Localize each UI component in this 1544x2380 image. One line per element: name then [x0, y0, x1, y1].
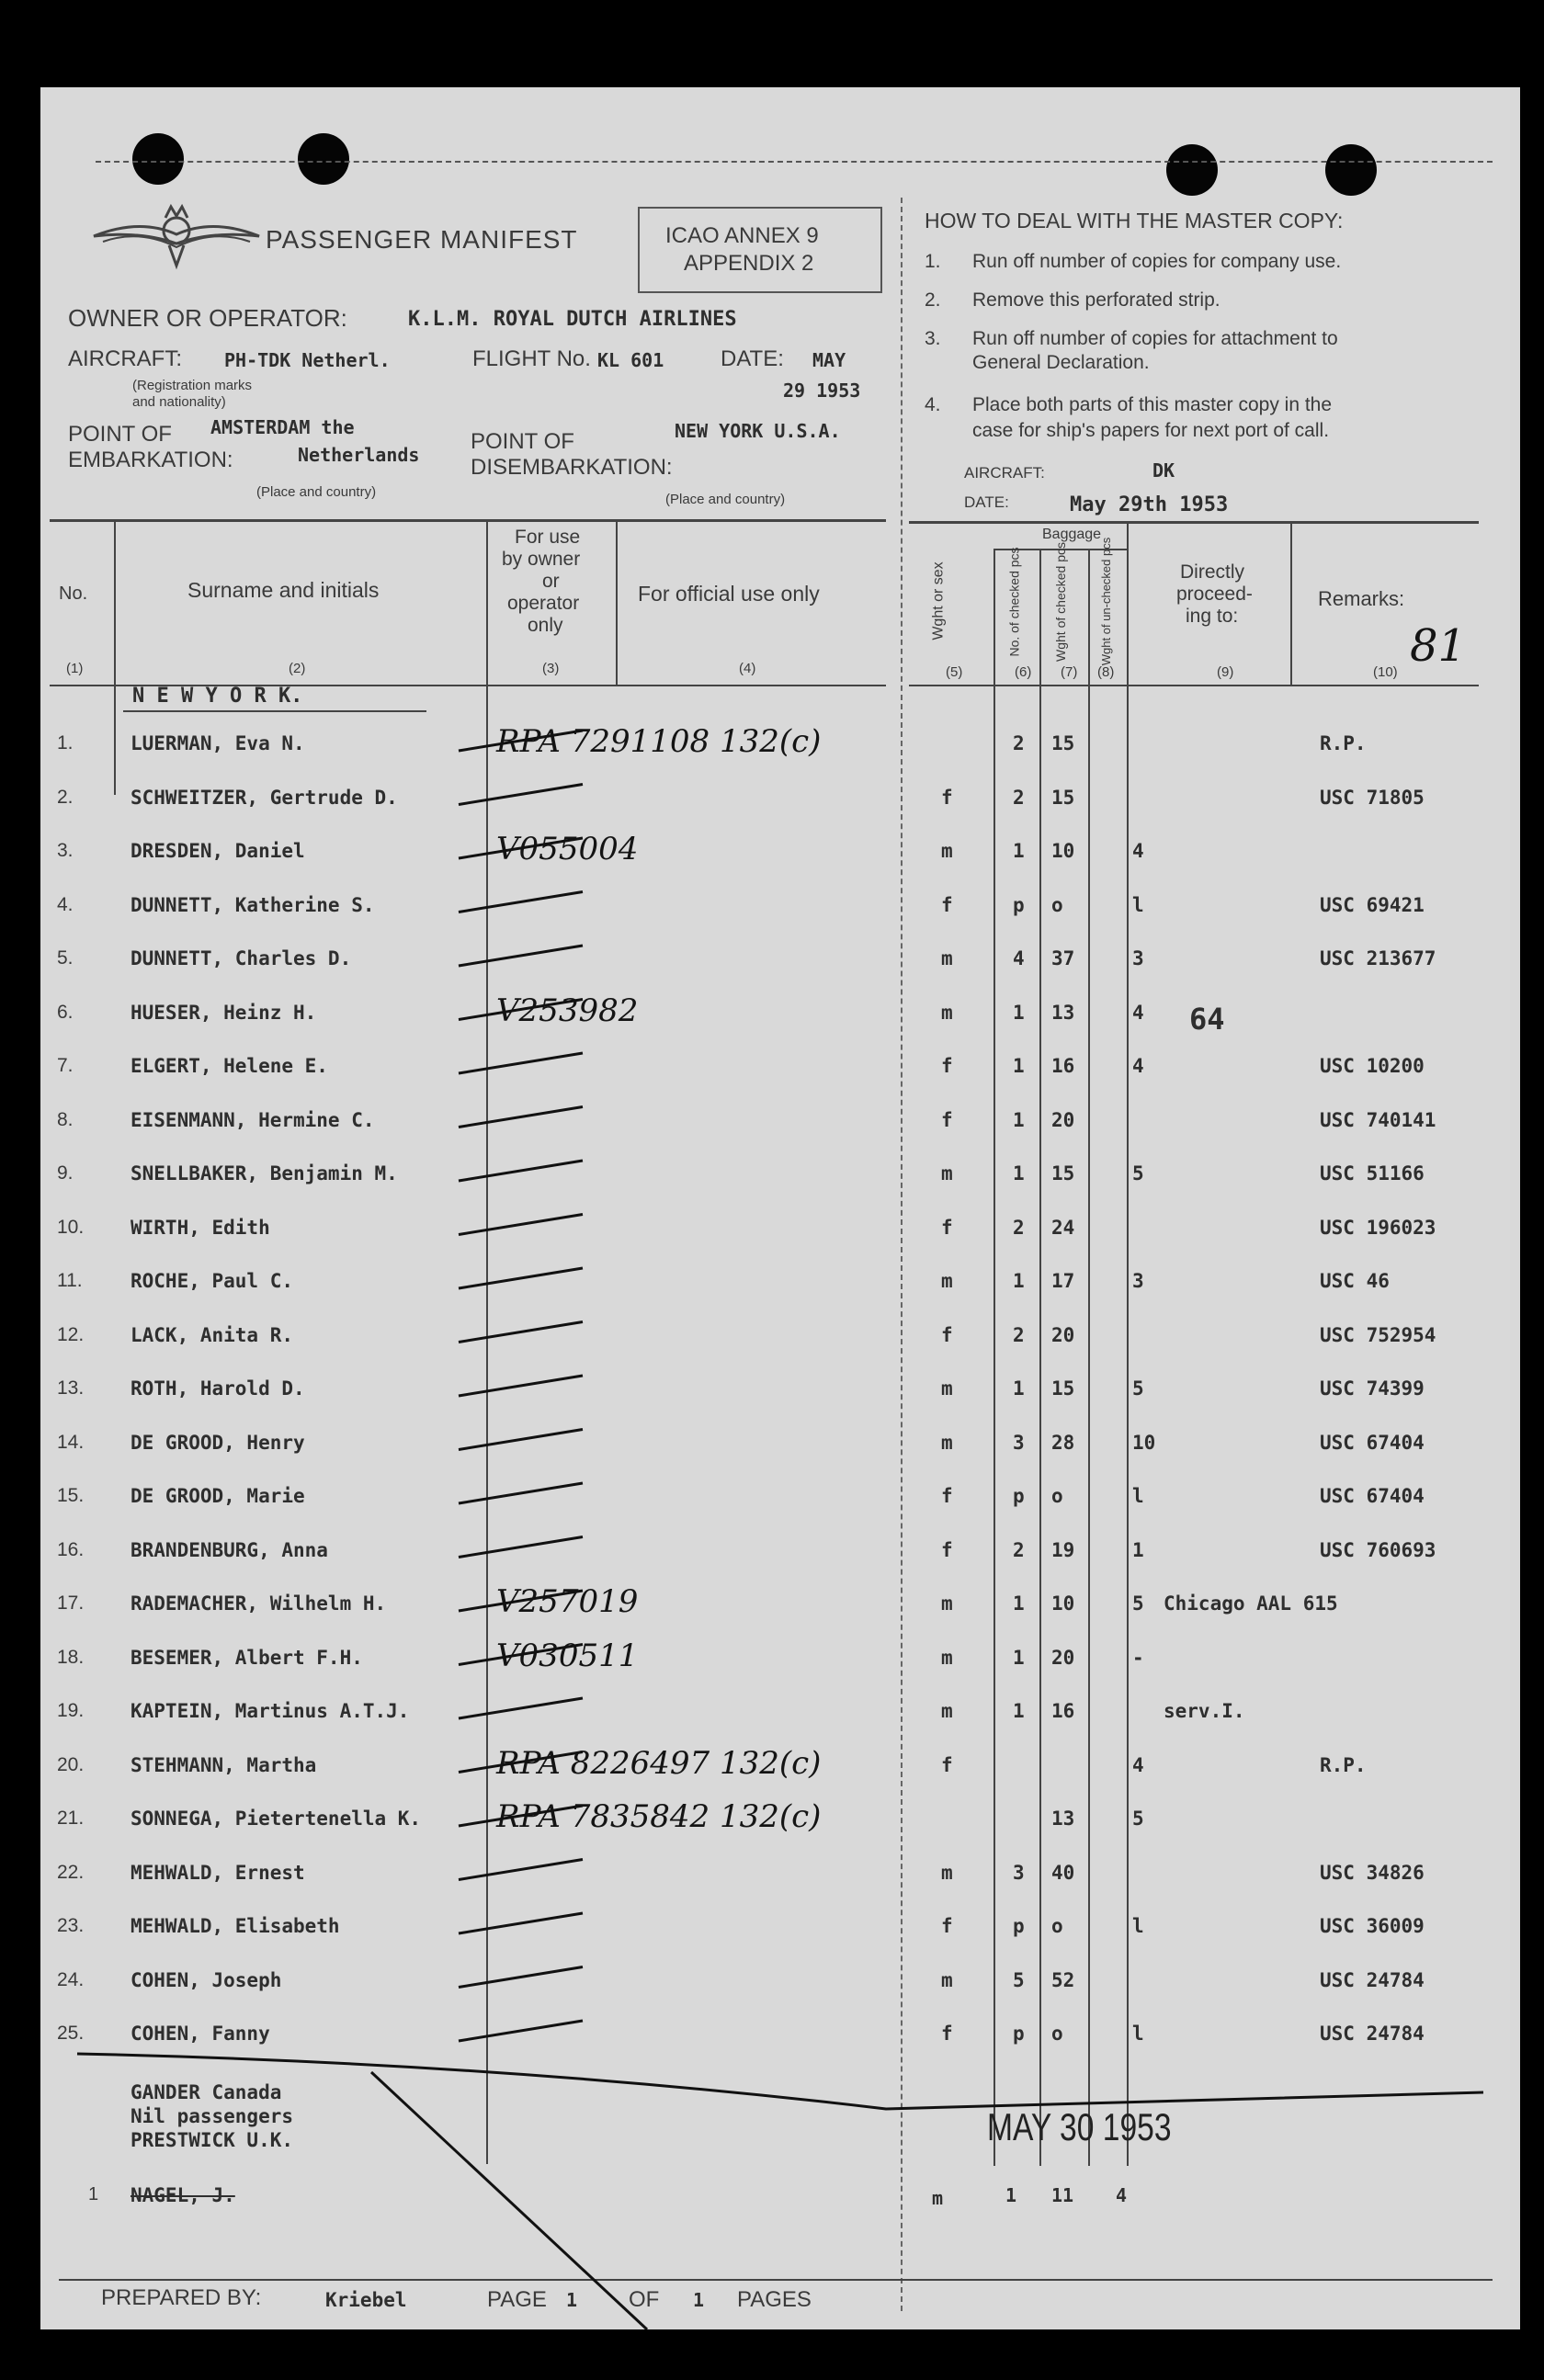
col-header-baggage: Baggage — [1042, 527, 1102, 542]
row-unchecked: 5 — [1132, 1808, 1144, 1830]
col-num-10: (10) — [1373, 664, 1398, 680]
embark-value-1: AMSTERDAM the — [210, 416, 355, 438]
row-name: BESEMER, Albert F.H. — [131, 1646, 363, 1669]
col-header-surname: Surname and initials — [187, 578, 380, 602]
row-remarks: USC 67404 — [1320, 1485, 1425, 1507]
remarks-handwritten-number: 81 — [1410, 620, 1467, 672]
instr-3-num: 3. — [925, 328, 941, 349]
row-sex: f — [941, 1055, 953, 1077]
row-sex: m — [941, 1861, 953, 1884]
row-pieces: p — [1013, 893, 1025, 916]
row-unchecked: 4 — [1132, 1753, 1144, 1776]
col-header-directly-3: ing to: — [1186, 606, 1239, 627]
pages-label: PAGES — [737, 2287, 812, 2312]
row-number: 8. — [57, 1108, 74, 1130]
row-remarks: R.P. — [1320, 1753, 1367, 1776]
row-official-use: RPA 7835842 132(c) — [496, 1798, 822, 1835]
instr-date-value: May 29th 1953 — [1070, 493, 1229, 516]
embark-label-1: POINT OF — [68, 422, 172, 447]
of-value: 1 — [693, 2289, 705, 2311]
row-name: EISENMANN, Hermine C. — [131, 1108, 375, 1131]
instr-4-text-1: Place both parts of this master copy in the — [972, 394, 1333, 415]
row-unchecked: 5 — [1132, 1162, 1144, 1184]
row-number: 12. — [57, 1323, 85, 1345]
row-number: 25. — [57, 2023, 85, 2044]
icao-line-1: ICAO ANNEX 9 — [665, 223, 819, 248]
instr-4-text-2: case for ship's papers for next port of call. — [972, 420, 1330, 441]
row-pieces: 4 — [1013, 947, 1025, 969]
row-pieces: 2 — [1013, 732, 1025, 754]
col-header-weight-checked: Wght of checked pcs — [1052, 542, 1068, 662]
row-pieces: 1 — [1013, 1377, 1025, 1400]
disembark-label-1: POINT OF — [471, 429, 574, 454]
col-num-9: (9) — [1217, 664, 1234, 680]
row-pieces: 1 — [1013, 1001, 1025, 1024]
disembark-value: NEW YORK U.S.A. — [675, 420, 841, 442]
flight-value: KL 601 — [597, 349, 664, 371]
row-weight: 24 — [1051, 1216, 1075, 1239]
row-sex: m — [941, 1001, 953, 1024]
row-name: DUNNETT, Katherine S. — [131, 893, 375, 916]
row-official-use: V257019 — [496, 1583, 639, 1620]
manifest-sheet — [40, 87, 1520, 2329]
row-name: ROCHE, Paul C. — [131, 1270, 294, 1292]
instr-date-label: DATE: — [964, 493, 1009, 511]
col-header-weight-sex: Wght or sex — [930, 561, 947, 640]
row-weight: 10 — [1051, 840, 1075, 862]
extra-row-name: NAGEL, J. — [131, 2184, 235, 2206]
row-weight: 13 — [1051, 1808, 1075, 1830]
col-num-5: (5) — [946, 664, 963, 680]
row-remarks: USC 760693 — [1320, 1538, 1436, 1561]
row-weight: 13 — [1051, 1001, 1075, 1024]
instr-1-num: 1. — [925, 251, 941, 272]
row-unchecked: l — [1132, 1485, 1144, 1507]
row-remarks: R.P. — [1320, 732, 1367, 754]
row-sex: m — [941, 1592, 953, 1615]
row-weight: 37 — [1051, 947, 1075, 969]
row-pieces: p — [1013, 2023, 1025, 2045]
nil-passengers-line: Nil passengers — [131, 2105, 294, 2127]
row-number: 7. — [57, 1055, 74, 1076]
row-unchecked: 10 — [1132, 1431, 1156, 1454]
row-sex: f — [941, 893, 953, 916]
row-pieces: 2 — [1013, 1323, 1025, 1346]
row-name: COHEN, Joseph — [131, 1968, 282, 1991]
disembark-sub: (Place and country) — [665, 492, 786, 507]
instr-aircraft-label: AIRCRAFT: — [964, 464, 1045, 482]
col-header-weight-unchecked: Wght of un-checked pcs — [1099, 537, 1114, 666]
of-label: OF — [629, 2287, 660, 2312]
row-official-use: RPA 8226497 132(c) — [496, 1744, 822, 1782]
row-pieces: p — [1013, 1485, 1025, 1507]
icao-line-2: APPENDIX 2 — [684, 251, 814, 276]
aircraft-sub-2: and nationality) — [132, 394, 226, 410]
row-remarks: USC 10200 — [1320, 1055, 1425, 1077]
row-weight: 16 — [1051, 1700, 1075, 1722]
row-weight: 19 — [1051, 1538, 1075, 1561]
instr-3-text-2: General Declaration. — [972, 352, 1150, 373]
row-name: MEHWALD, Ernest — [131, 1861, 305, 1884]
row-pieces: p — [1013, 1915, 1025, 1937]
manifest-title: PASSENGER MANIFEST — [266, 225, 578, 254]
row-number: 6. — [57, 1001, 74, 1023]
row-pieces: 2 — [1013, 1538, 1025, 1561]
row-number: 19. — [57, 1700, 85, 1721]
row-unchecked: 1 — [1132, 1538, 1144, 1561]
row-number: 3. — [57, 840, 74, 861]
row-number: 17. — [57, 1592, 85, 1614]
row-name: BRANDENBURG, Anna — [131, 1538, 328, 1561]
row-official-use: RPA 7291108 132(c) — [496, 723, 822, 760]
row-name: ROTH, Harold D. — [131, 1377, 305, 1400]
col-header-owner-5: only — [528, 615, 563, 636]
row-number: 21. — [57, 1808, 85, 1829]
extra-row-unch: 4 — [1116, 2184, 1128, 2206]
embark-value-2: Netherlands — [298, 444, 420, 466]
section-heading: N E W Y O R K. — [132, 685, 303, 708]
col-header-owner-4: operator — [507, 593, 580, 614]
row-weight: 20 — [1051, 1323, 1075, 1346]
row-directly: serv.I. — [1164, 1700, 1245, 1722]
extra-row-no: 1 — [88, 2184, 99, 2204]
row-name: DRESDEN, Daniel — [131, 840, 305, 862]
page-label: PAGE — [487, 2287, 547, 2312]
row-unchecked: 5 — [1132, 1592, 1144, 1615]
row-number: 9. — [57, 1162, 74, 1184]
row-number: 23. — [57, 1915, 85, 1936]
row-unchecked: l — [1132, 1915, 1144, 1937]
row-name: SCHWEITZER, Gertrude D. — [131, 786, 398, 809]
row-remarks: USC 46 — [1320, 1270, 1390, 1292]
row-pieces: 2 — [1013, 786, 1025, 809]
col-num-2: (2) — [289, 661, 306, 676]
received-date-stamp: MAY 30 1953 — [987, 2105, 1172, 2148]
col-num-1: (1) — [66, 661, 84, 676]
row-name: STEHMANN, Martha — [131, 1753, 317, 1776]
row-name: HUESER, Heinz H. — [131, 1001, 317, 1024]
row-weight: o — [1051, 1485, 1063, 1507]
col-header-remarks: Remarks: — [1318, 587, 1405, 610]
cancel-lines — [40, 87, 1520, 2329]
row-directly: 64 — [1189, 1001, 1225, 1037]
row-sex: f — [941, 786, 953, 809]
extra-row-pcs: 1 — [1005, 2184, 1017, 2206]
row-remarks: USC 74399 — [1320, 1377, 1425, 1400]
row-name: KAPTEIN, Martinus A.T.J. — [131, 1700, 410, 1722]
row-unchecked: 3 — [1132, 1270, 1144, 1292]
col-num-7: (7) — [1061, 664, 1078, 680]
date-label: DATE: — [721, 346, 784, 371]
row-name: SNELLBAKER, Benjamin M. — [131, 1162, 398, 1184]
row-sex: f — [941, 1485, 953, 1507]
row-sex: m — [941, 1968, 953, 1991]
row-weight: o — [1051, 893, 1063, 916]
row-pieces: 1 — [1013, 1592, 1025, 1615]
aircraft-label: AIRCRAFT: — [68, 346, 183, 371]
row-remarks: USC 69421 — [1320, 893, 1425, 916]
row-remarks: USC 196023 — [1320, 1216, 1436, 1239]
instr-2-num: 2. — [925, 289, 941, 311]
row-name: MEHWALD, Elisabeth — [131, 1915, 340, 1937]
row-name: SONNEGA, Pietertenella K. — [131, 1808, 422, 1830]
row-pieces: 1 — [1013, 1055, 1025, 1077]
row-remarks: USC 71805 — [1320, 786, 1425, 809]
row-name: RADEMACHER, Wilhelm H. — [131, 1592, 387, 1615]
row-number: 16. — [57, 1538, 85, 1560]
row-sex: f — [941, 1216, 953, 1239]
row-pieces: 1 — [1013, 1270, 1025, 1292]
flight-label: FLIGHT No. — [472, 346, 591, 371]
row-weight: 15 — [1051, 1377, 1075, 1400]
row-weight: o — [1051, 1915, 1063, 1937]
row-remarks: USC 24784 — [1320, 1968, 1425, 1991]
row-name: ELGERT, Helene E. — [131, 1055, 328, 1077]
row-weight: o — [1051, 2023, 1063, 2045]
col-header-official: For official use only — [638, 582, 820, 606]
disembark-label-2: DISEMBARKATION: — [471, 455, 673, 480]
row-number: 5. — [57, 947, 74, 969]
row-official-use: V030511 — [496, 1637, 639, 1674]
owner-value: K.L.M. ROYAL DUTCH AIRLINES — [408, 308, 737, 331]
row-pieces: 1 — [1013, 1162, 1025, 1184]
row-unchecked: 5 — [1132, 1377, 1144, 1400]
row-sex: f — [941, 1538, 953, 1561]
row-sex: f — [941, 2023, 953, 2045]
row-number: 1. — [57, 732, 74, 754]
instr-1-text: Run off number of copies for company use. — [972, 251, 1342, 272]
row-name: DUNNETT, Charles D. — [131, 947, 352, 969]
row-weight: 15 — [1051, 786, 1075, 809]
prestwick-line: PRESTWICK U.K. — [131, 2129, 294, 2151]
col-header-owner-1: For use — [515, 527, 581, 548]
row-remarks: USC 213677 — [1320, 947, 1436, 969]
row-pieces: 1 — [1013, 1700, 1025, 1722]
row-name: DE GROOD, Henry — [131, 1431, 305, 1454]
row-name: WIRTH, Edith — [131, 1216, 270, 1239]
col-header-pieces: No. of checked pcs — [1006, 547, 1022, 657]
row-number: 14. — [57, 1431, 85, 1453]
row-name: COHEN, Fanny — [131, 2023, 270, 2045]
col-num-6: (6) — [1015, 664, 1032, 680]
embark-label-2: EMBARKATION: — [68, 448, 233, 472]
row-name: LACK, Anita R. — [131, 1323, 294, 1346]
row-sex: m — [941, 1646, 953, 1669]
row-pieces: 1 — [1013, 1646, 1025, 1669]
row-sex: m — [941, 1700, 953, 1722]
row-sex: f — [941, 1915, 953, 1937]
prepared-label: PREPARED BY: — [101, 2285, 262, 2310]
row-unchecked: 4 — [1132, 1001, 1144, 1024]
row-name: DE GROOD, Marie — [131, 1485, 305, 1507]
col-header-owner-2: by owner — [502, 549, 581, 570]
row-sex: m — [941, 840, 953, 862]
row-number: 4. — [57, 893, 74, 915]
row-number: 11. — [57, 1270, 83, 1291]
row-sex: f — [941, 1323, 953, 1346]
row-sex: m — [941, 947, 953, 969]
row-weight: 20 — [1051, 1108, 1075, 1131]
row-weight: 15 — [1051, 1162, 1075, 1184]
page-value: 1 — [566, 2289, 578, 2311]
row-pieces: 1 — [1013, 840, 1025, 862]
aircraft-sub-1: (Registration marks — [132, 378, 253, 393]
row-number: 20. — [57, 1753, 85, 1775]
row-remarks: USC 24784 — [1320, 2023, 1425, 2045]
col-header-directly-2: proceed- — [1176, 584, 1253, 605]
row-number: 10. — [57, 1216, 85, 1238]
row-weight: 17 — [1051, 1270, 1075, 1292]
row-unchecked: 4 — [1132, 1055, 1144, 1077]
embark-sub: (Place and country) — [256, 484, 377, 500]
col-num-3: (3) — [542, 661, 560, 676]
col-num-4: (4) — [739, 661, 756, 676]
col-header-owner-3: or — [542, 571, 560, 592]
row-unchecked: l — [1132, 2023, 1144, 2045]
row-name: LUERMAN, Eva N. — [131, 732, 305, 754]
row-pieces: 5 — [1013, 1968, 1025, 1991]
date-value-1: MAY — [812, 349, 846, 371]
instr-2-text: Remove this perforated strip. — [972, 289, 1220, 311]
instructions-title: HOW TO DEAL WITH THE MASTER COPY: — [925, 209, 1344, 232]
row-unchecked: 4 — [1132, 840, 1144, 862]
row-remarks: USC 67404 — [1320, 1431, 1425, 1454]
gander-line: GANDER Canada — [131, 2081, 282, 2103]
row-number: 2. — [57, 786, 74, 808]
instr-3-text-1: Run off number of copies for attachment to — [972, 328, 1338, 349]
row-sex: m — [941, 1270, 953, 1292]
row-pieces: 3 — [1013, 1861, 1025, 1884]
row-number: 15. — [57, 1485, 85, 1506]
row-pieces: 3 — [1013, 1431, 1025, 1454]
row-weight: 15 — [1051, 732, 1075, 754]
row-unchecked: 3 — [1132, 947, 1144, 969]
row-number: 13. — [57, 1377, 85, 1399]
col-header-directly-1: Directly — [1180, 561, 1245, 583]
row-official-use: V253982 — [496, 992, 639, 1029]
row-weight: 28 — [1051, 1431, 1075, 1454]
instr-aircraft-value: DK — [1152, 459, 1175, 482]
row-weight: 10 — [1051, 1592, 1075, 1615]
row-unchecked: l — [1132, 893, 1144, 916]
aircraft-value: PH-TDK Netherl. — [224, 349, 391, 371]
row-number: 24. — [57, 1968, 85, 1990]
extra-row-sex: m — [932, 2187, 944, 2209]
row-pieces: 1 — [1013, 1108, 1025, 1131]
row-remarks: USC 51166 — [1320, 1162, 1425, 1184]
row-directly: Chicago AAL 615 — [1164, 1592, 1338, 1615]
row-remarks: USC 740141 — [1320, 1108, 1436, 1131]
row-official-use: V055004 — [496, 831, 639, 867]
row-weight: 40 — [1051, 1861, 1075, 1884]
row-weight: 16 — [1051, 1055, 1075, 1077]
row-remarks: USC 36009 — [1320, 1915, 1425, 1937]
row-pieces: 2 — [1013, 1216, 1025, 1239]
owner-label: OWNER OR OPERATOR: — [68, 304, 347, 332]
row-sex: m — [941, 1431, 953, 1454]
row-sex: f — [941, 1753, 953, 1776]
col-header-no: No. — [59, 584, 88, 604]
row-sex: m — [941, 1377, 953, 1400]
date-value-2: 29 1953 — [783, 380, 861, 402]
row-number: 22. — [57, 1861, 85, 1883]
instr-4-num: 4. — [925, 394, 941, 415]
row-remarks: USC 34826 — [1320, 1861, 1425, 1884]
prepared-value: Kriebel — [325, 2289, 407, 2311]
row-weight: 20 — [1051, 1646, 1075, 1669]
col-num-8: (8) — [1097, 664, 1115, 680]
row-remarks: USC 752954 — [1320, 1323, 1436, 1346]
row-weight: 52 — [1051, 1968, 1075, 1991]
extra-row-wt: 11 — [1051, 2184, 1074, 2206]
row-sex: m — [941, 1162, 953, 1184]
row-unchecked: - — [1132, 1646, 1144, 1669]
row-number: 18. — [57, 1646, 85, 1668]
row-sex: f — [941, 1108, 953, 1131]
